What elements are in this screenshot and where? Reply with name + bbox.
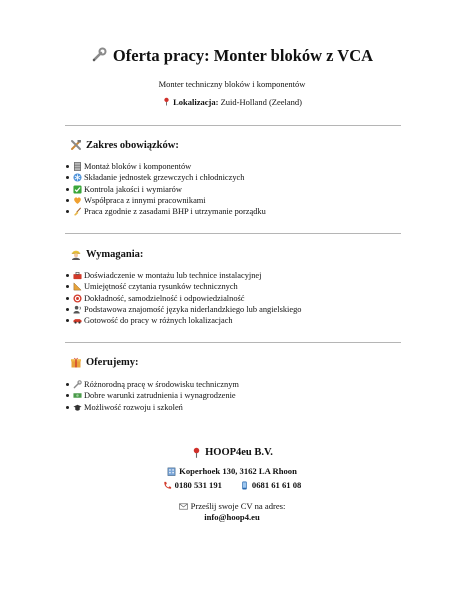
phone-landline[interactable]: 0180 531 191 [174, 480, 222, 490]
duties-heading: Zakres obowiązków: [70, 139, 179, 151]
gift-icon [70, 356, 82, 368]
money-icon [73, 391, 82, 400]
location-label: Lokalizacja: [173, 97, 219, 107]
snowflake-icon [73, 173, 82, 182]
list-item: Umiejętność czytania rysunków technicznych [66, 281, 301, 292]
email-address[interactable]: info@hoop4.eu [204, 512, 260, 522]
divider [65, 125, 401, 126]
list-item: Gotowość do pracy w różnych lokalizacjach [66, 315, 301, 326]
duties-list [66, 161, 266, 217]
email-icon [179, 502, 188, 511]
worker-icon [70, 248, 82, 260]
phone-numbers [0, 480, 464, 490]
list-item: Dokładność, samodzielność i odpowiedzialność [66, 293, 301, 304]
list-item: Składanie jednostek grzewczych i chłodniczych [66, 172, 266, 183]
wrench-icon [73, 380, 82, 389]
list-item: Różnorodną pracę w środowisku technicznym [66, 379, 239, 390]
list-item: Kontrola jakości i wymiarów [66, 184, 266, 195]
pin-icon [191, 447, 202, 458]
requirements-list [66, 270, 301, 326]
list-item: Montaż bloków i komponentów [66, 161, 266, 172]
divider [65, 233, 401, 234]
company-name: HOOP4eu B.V. [0, 447, 464, 458]
company-address: Koperhoek 130, 3162 LA Rhoon [0, 466, 464, 476]
list-item: Praca zgodnie z zasadami BHP i utrzymanie porządku [66, 206, 266, 217]
toolbox-icon [73, 271, 82, 280]
page-subtitle: Monter techniczny bloków i komponentów [158, 79, 306, 89]
mobile-phone-icon [240, 481, 249, 490]
location-value: Zuid-Holland (Zeeland) [220, 97, 302, 107]
ruler-icon [73, 282, 82, 291]
cv-instruction: Prześlij swoje CV na adres: [0, 501, 464, 511]
wrench-icon [91, 47, 107, 63]
offer-list [66, 379, 239, 413]
list-item: Podstawowa znajomość języka niderlandzkiego lub angielskiego [66, 304, 301, 315]
phone-icon [163, 481, 172, 490]
check-icon [73, 185, 82, 194]
speech-icon [73, 305, 82, 314]
cabinet-icon [73, 162, 82, 171]
list-item: Współpraca z innymi pracownikami [66, 195, 266, 206]
list-item: Dobre warunki zatrudnienia i wynagrodzenie [66, 390, 239, 401]
page-title: Oferta pracy: Monter bloków z VCA [0, 46, 464, 66]
graduation-icon [73, 403, 82, 412]
building-icon [167, 467, 176, 476]
divider [65, 342, 401, 343]
location-line [0, 97, 464, 107]
pin-icon [162, 97, 171, 106]
phone-mobile[interactable]: 0681 61 61 08 [251, 480, 302, 490]
list-item: Doświadczenie w montażu lub technice instalacyjnej [66, 270, 301, 281]
target-icon [73, 294, 82, 303]
requirements-heading: Wymagania: [70, 248, 143, 260]
broom-icon [73, 207, 82, 216]
heart-icon [73, 196, 82, 205]
tools-icon [70, 139, 82, 151]
offer-heading: Oferujemy: [70, 356, 138, 368]
car-icon [73, 316, 82, 325]
list-item: Możliwość rozwoju i szkoleń [66, 402, 239, 413]
